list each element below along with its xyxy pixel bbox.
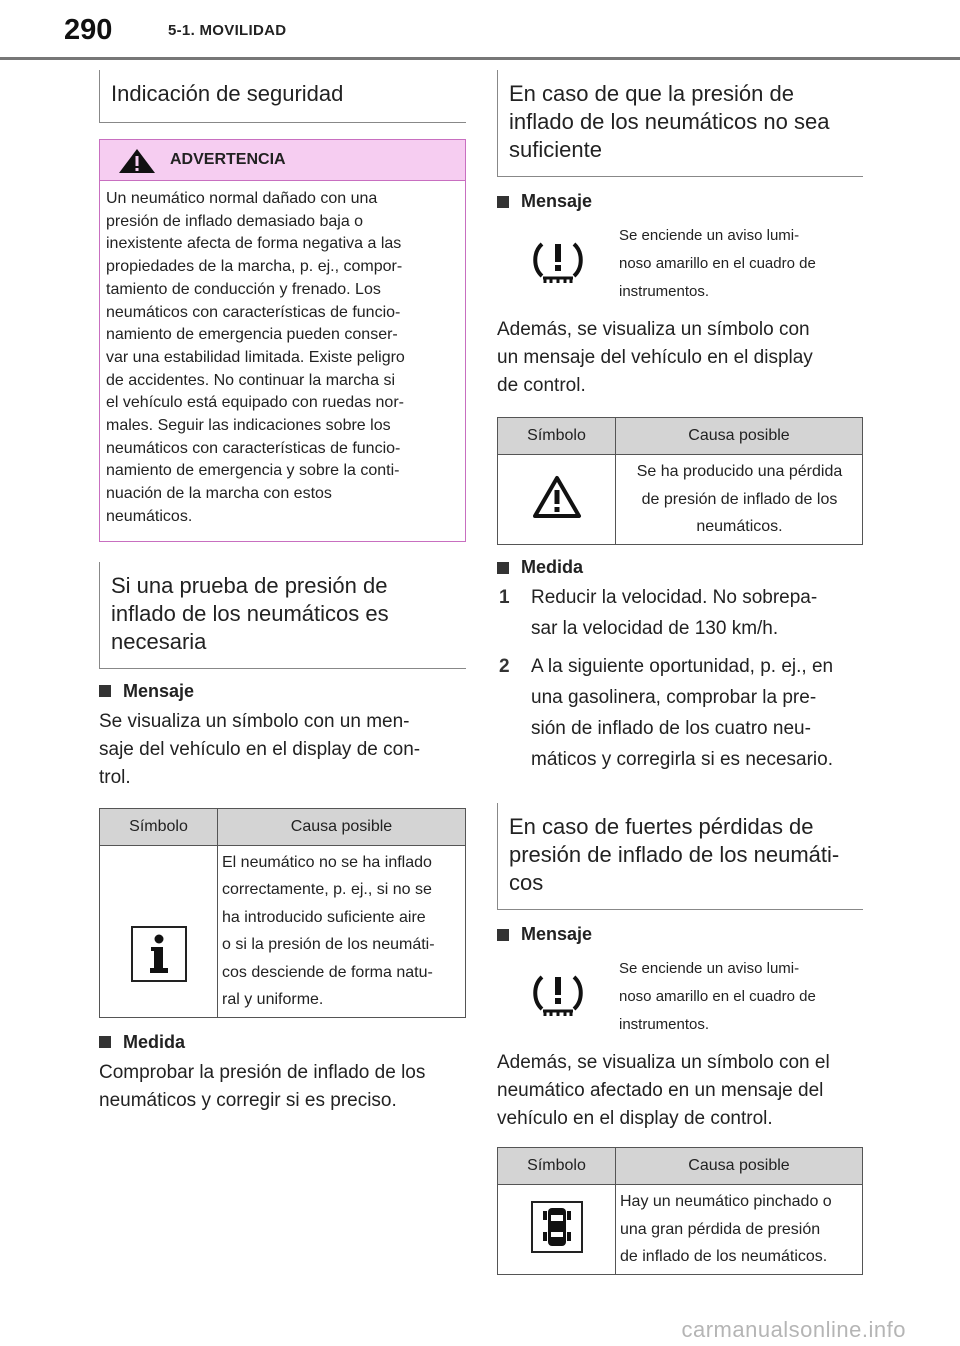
heading-line: cos xyxy=(509,870,544,895)
medida-label: Medida xyxy=(123,1031,186,1052)
warning-line: inexistente afecta de forma negativa a las xyxy=(106,235,402,253)
cause-line: Hay un neumático pinchado o xyxy=(620,1193,832,1211)
step-text xyxy=(531,651,833,775)
lamp-icon-wrap xyxy=(497,971,619,1024)
right-column xyxy=(497,70,863,1275)
text-line: noso amarillo en el cuadro de xyxy=(619,255,816,272)
text-line: Además, se visualiza un símbolo con xyxy=(497,319,810,340)
text-line: trol. xyxy=(99,766,131,788)
warning-triangle-icon xyxy=(532,475,582,519)
warning-header xyxy=(100,140,465,181)
warning-line: var una estabilidad limitada. Existe peligro xyxy=(106,348,405,366)
cause-line: neumáticos. xyxy=(696,518,783,536)
cause-cell xyxy=(616,455,863,545)
test-heading-line: inflado de los neumáticos es xyxy=(111,600,389,626)
text-line: Reducir la velocidad. No sobrepa- xyxy=(531,587,818,608)
text-line: vehículo en el display de control. xyxy=(497,1108,773,1129)
cause-line: de inflado de los neumáticos. xyxy=(620,1248,828,1266)
mensaje-subhead xyxy=(497,924,863,945)
symbol-table-info xyxy=(99,808,466,1018)
lamp-text xyxy=(619,222,816,306)
watermark: carmanualsonline.info xyxy=(681,1317,906,1342)
test-heading-line: Si una prueba de presión de xyxy=(111,572,388,598)
text-line: sión de inflado de los cuatro neu- xyxy=(531,718,811,739)
lamp-text xyxy=(619,955,816,1039)
text-line: Comprobar la presión de inflado de los xyxy=(99,1061,426,1083)
left-column xyxy=(99,70,466,1115)
warning-line: Un neumático normal dañado con una xyxy=(106,190,378,207)
mensaje-label: Mensaje xyxy=(521,924,593,944)
symbol-cell xyxy=(498,455,616,545)
warning-line: neumáticos con características de funcio- xyxy=(106,303,401,321)
page-number: 290 xyxy=(64,14,113,46)
mensaje-text xyxy=(99,708,466,792)
heading-line: inflado de los neumáticos no sea xyxy=(509,109,830,134)
car-tire-icon xyxy=(531,1201,583,1253)
test-heading-line: necesaria xyxy=(111,628,207,654)
safety-heading xyxy=(99,70,466,123)
step-1 xyxy=(497,582,863,644)
strong-loss-heading xyxy=(497,803,863,910)
bullet-square xyxy=(497,929,509,941)
bullet-square xyxy=(497,196,509,208)
warning-line: el vehículo está equipado con ruedas nor- xyxy=(106,394,404,412)
mensaje-label: Mensaje xyxy=(521,191,593,211)
text-line: instrumentos. xyxy=(619,283,710,300)
warning-line: neumáticos con características de funcio- xyxy=(106,439,401,457)
col-cause: Causa posible xyxy=(616,1148,863,1185)
cause-line: cos desciende de forma natu- xyxy=(222,963,433,981)
bullet-square xyxy=(497,562,509,574)
text-line: un mensaje del vehículo en el display xyxy=(497,347,813,368)
medida-subhead xyxy=(99,1032,466,1053)
text-line: de control. xyxy=(497,375,586,396)
symbol-table-car xyxy=(497,1147,863,1275)
cause-line: de presión de inflado de los xyxy=(641,490,838,508)
col-symbol: Símbolo xyxy=(498,1148,616,1185)
cause-line: correctamente, p. ej., si no se xyxy=(222,881,432,899)
warning-line: tamiento de conducción y frenado. Los xyxy=(106,280,381,298)
test-heading xyxy=(99,562,466,669)
medida-subhead xyxy=(497,557,863,578)
symbol-table-warning xyxy=(497,417,863,545)
step-number: 1 xyxy=(499,587,510,608)
step-text xyxy=(531,582,817,644)
text-line: instrumentos. xyxy=(619,1016,710,1033)
symbol-cell xyxy=(100,845,218,1017)
lamp-row xyxy=(497,955,863,1039)
warning-line: nuación de la marcha con estos xyxy=(106,485,332,503)
step-2 xyxy=(497,651,863,775)
cause-line: Se ha producido una pérdida xyxy=(636,463,843,481)
safety-heading-text: Indicación de seguridad xyxy=(111,81,344,106)
warning-line: propiedades de la marcha, p. ej., compor- xyxy=(106,258,403,276)
heading-line: En caso de que la presión de xyxy=(509,81,794,106)
text-line: Se visualiza un símbolo con un men- xyxy=(99,710,410,732)
cause-line: ha introducido suficiente aire xyxy=(222,908,426,926)
col-cause: Causa posible xyxy=(218,808,466,845)
warning-line: presión de inflado demasiado baja o xyxy=(106,212,364,230)
warning-body xyxy=(100,181,465,541)
warning-title: ADVERTENCIA xyxy=(170,151,286,168)
warning-line: namiento de emergencia pueden conser- xyxy=(106,326,398,344)
mensaje-subhead xyxy=(497,191,863,212)
warning-line: neumáticos. xyxy=(106,507,193,525)
medida-text xyxy=(99,1059,466,1115)
text-line: una gasolinera, comprobar la pre- xyxy=(531,687,817,708)
heading-line: presión de inflado de los neumáti- xyxy=(509,842,840,867)
col-cause: Causa posible xyxy=(616,418,863,455)
warning-line: de accidentes. No continuar la marcha si xyxy=(106,371,396,389)
text-line: A la siguiente oportunidad, p. ej., en xyxy=(531,656,834,677)
col-symbol: Símbolo xyxy=(498,418,616,455)
heading-line: suficiente xyxy=(509,137,602,162)
bullet-square xyxy=(99,1036,111,1048)
text-line: neumáticos y corregir si es preciso. xyxy=(99,1089,397,1111)
mensaje-label: Mensaje xyxy=(123,680,195,701)
cause-line: una gran pérdida de presión xyxy=(620,1220,821,1238)
warning-box xyxy=(99,139,466,542)
step-number: 2 xyxy=(499,656,510,677)
symbol-cell xyxy=(498,1185,616,1275)
lamp-row xyxy=(497,222,863,306)
also-text xyxy=(497,316,863,400)
bullet-square xyxy=(99,685,111,697)
cause-line: El neumático no se ha inflado xyxy=(222,853,432,871)
text-line: Se enciende un aviso lumi- xyxy=(619,960,800,977)
section-title: 5-1. MOVILIDAD xyxy=(168,22,287,39)
tire-pressure-warning-icon xyxy=(530,238,586,286)
cause-line: ral y uniforme. xyxy=(222,991,324,1009)
header-rule xyxy=(0,57,960,60)
text-line: sar la velocidad de 130 km/h. xyxy=(531,618,779,639)
cause-line: o si la presión de los neumáti- xyxy=(222,936,435,954)
also-text xyxy=(497,1049,863,1133)
lamp-icon-wrap xyxy=(497,238,619,291)
low-pressure-heading xyxy=(497,70,863,177)
text-line: neumático afectado en un mensaje del xyxy=(497,1080,824,1101)
warning-line: namiento de emergencia y sobre la conti- xyxy=(106,462,400,480)
medida-label: Medida xyxy=(521,557,584,577)
mensaje-subhead xyxy=(99,681,466,702)
text-line: máticos y corregirla si es necesario. xyxy=(531,749,833,770)
tire-pressure-warning-icon xyxy=(530,971,586,1019)
text-line: saje del vehículo en el display de con- xyxy=(99,738,421,760)
text-line: noso amarillo en el cuadro de xyxy=(619,988,816,1005)
text-line: Además, se visualiza un símbolo con el xyxy=(497,1052,830,1073)
warning-line: males. Seguir las indicaciones sobre los xyxy=(106,417,391,435)
info-icon xyxy=(131,926,187,982)
text-line: Se enciende un aviso lumi- xyxy=(619,227,800,244)
col-symbol: Símbolo xyxy=(100,808,218,845)
heading-line: En caso de fuertes pérdidas de xyxy=(509,814,814,839)
cause-cell xyxy=(218,845,466,1017)
cause-cell xyxy=(616,1185,863,1275)
warning-triangle-icon xyxy=(118,148,156,174)
